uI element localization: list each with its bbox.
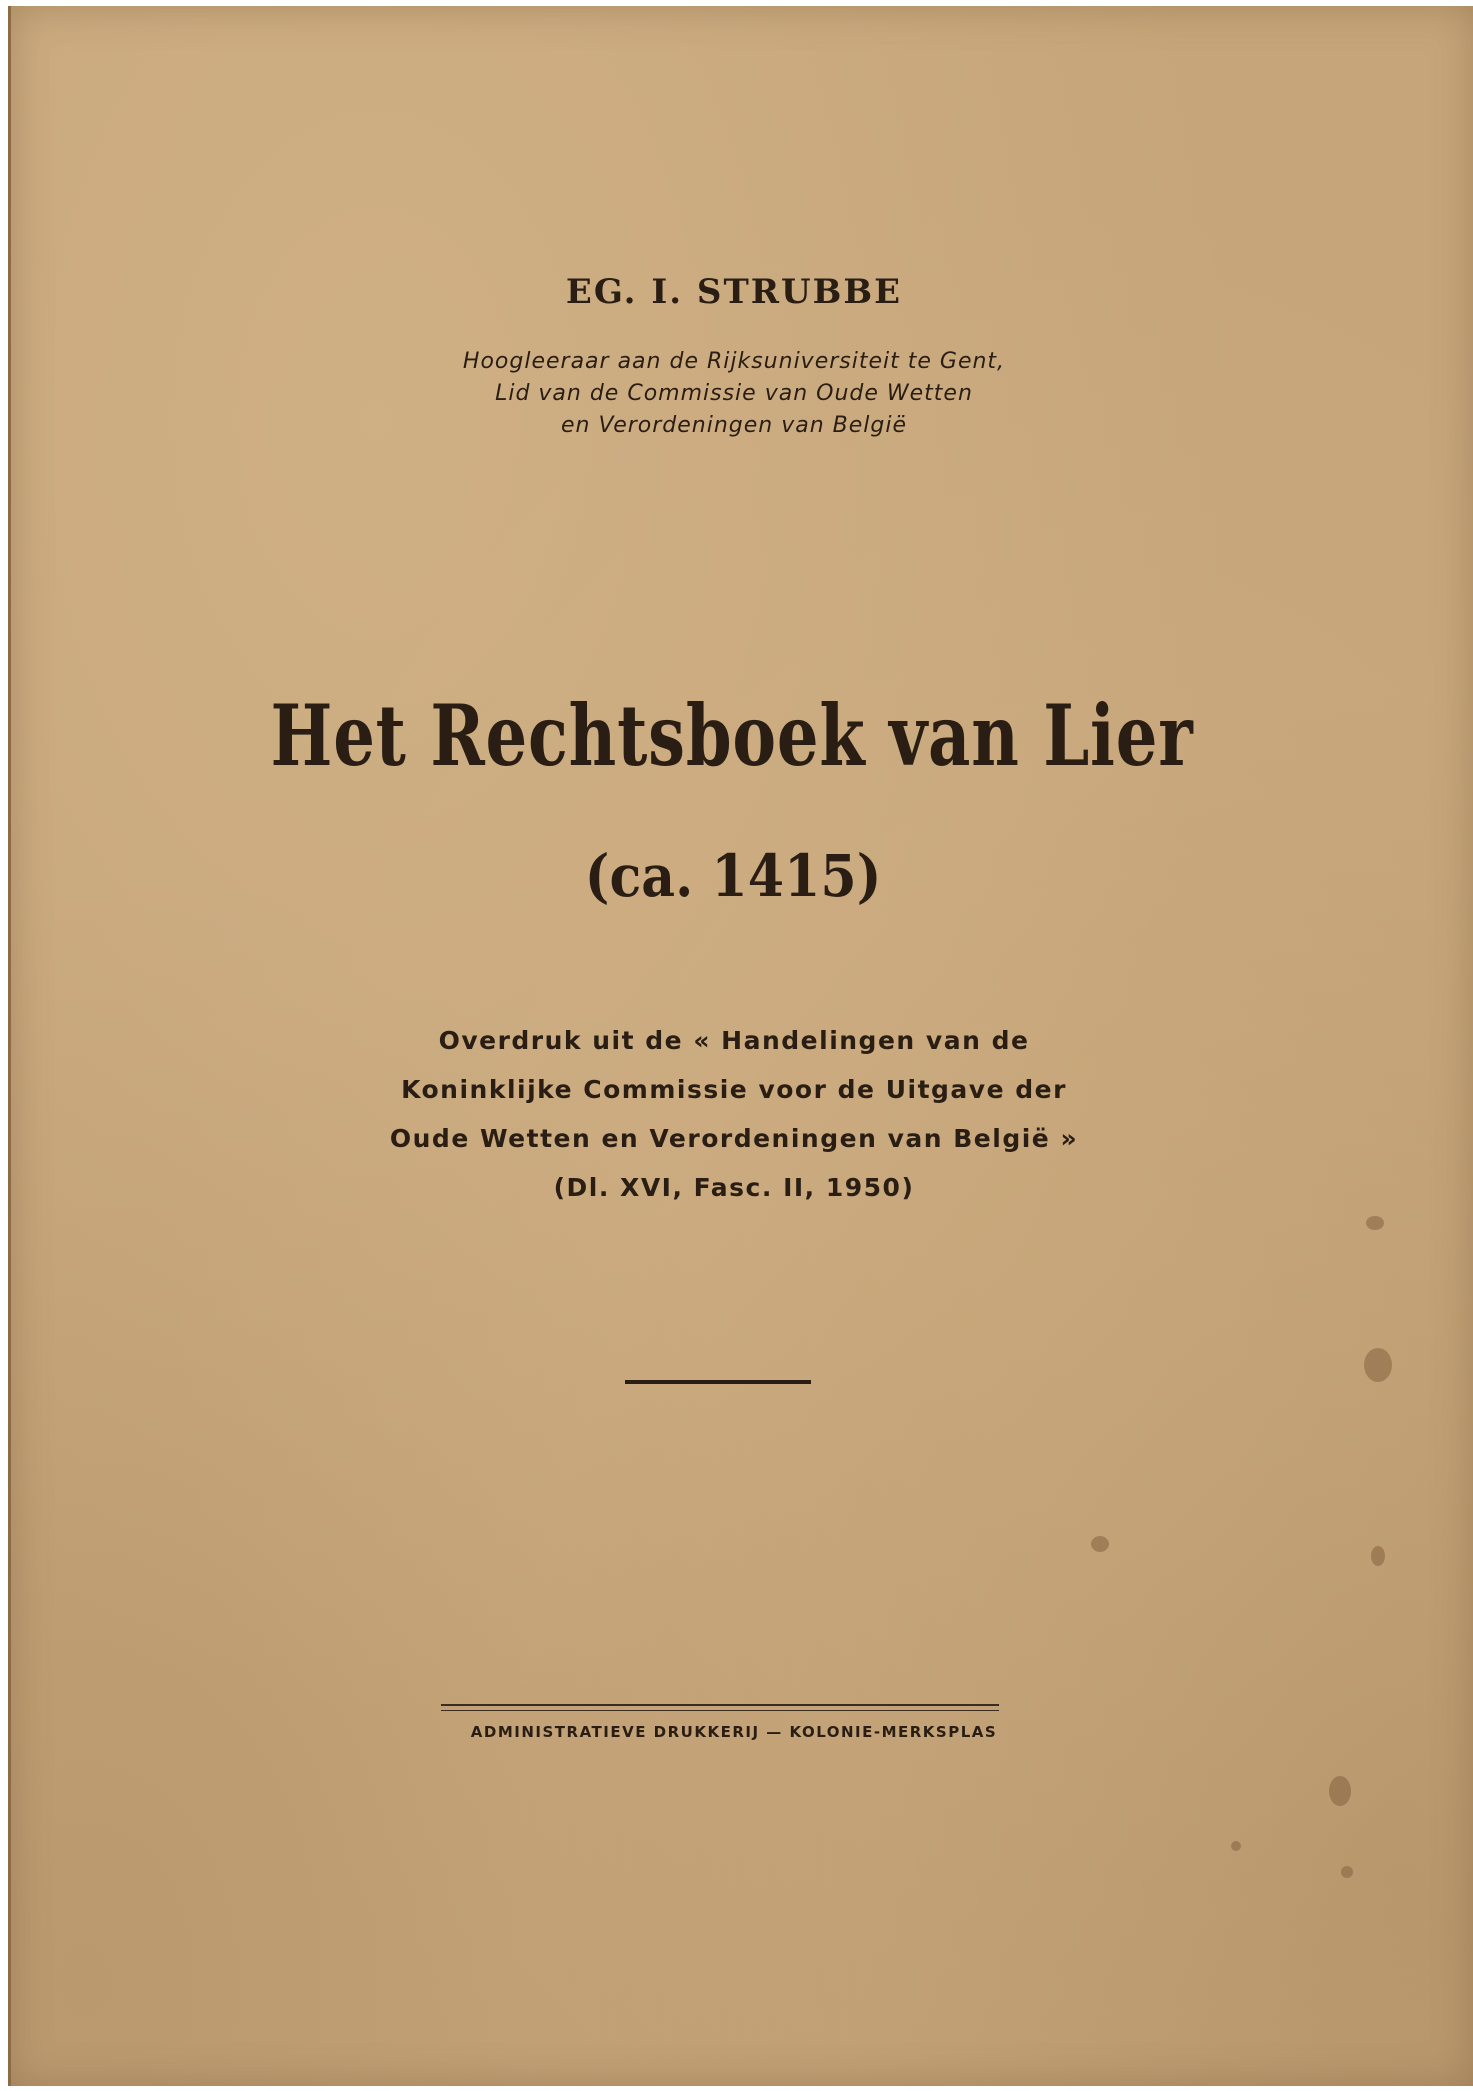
- foxing-spot: [1091, 1536, 1109, 1552]
- printer-rule-thin: [441, 1710, 999, 1711]
- printer-imprint: ADMINISTRATIEVE DRUKKERIJ — KOLONIE-MERKSPLAS: [470, 1723, 998, 1741]
- offprint-note: [8, 1016, 1465, 1212]
- offprint-line: (Dl. XVI, Fasc. II, 1950): [553, 1173, 915, 1202]
- author-name: EG. I. STRUBBE: [565, 272, 903, 312]
- affiliation-line: Lid van de Commissie van Oude Wetten: [495, 381, 973, 406]
- affiliation-line: en Verordeningen van België: [560, 413, 908, 438]
- author-affiliation: [8, 346, 1465, 442]
- foxing-spot: [1371, 1546, 1385, 1566]
- foxing-spot: [1366, 1216, 1384, 1230]
- offprint-line: Overdruk uit de « Handelingen van de: [438, 1026, 1030, 1055]
- foxing-spot: [1364, 1348, 1392, 1382]
- foxing-spot: [1341, 1866, 1353, 1878]
- book-title: Het Rechtsboek van Lier: [270, 686, 1194, 785]
- book-cover: [8, 6, 1473, 2086]
- foxing-spot: [1329, 1776, 1351, 1806]
- book-date: (ca. 1415): [584, 842, 882, 910]
- divider-rule: [625, 1380, 811, 1384]
- foxing-spot: [1231, 1841, 1241, 1851]
- printer-rule: [441, 1704, 999, 1706]
- offprint-line: Koninklijke Commissie voor de Uitgave der: [401, 1075, 1067, 1104]
- offprint-line: Oude Wetten en Verordeningen van België »: [389, 1124, 1079, 1153]
- affiliation-line: Hoogleeraar aan de Rijksuniversiteit te Gent,: [462, 349, 1006, 374]
